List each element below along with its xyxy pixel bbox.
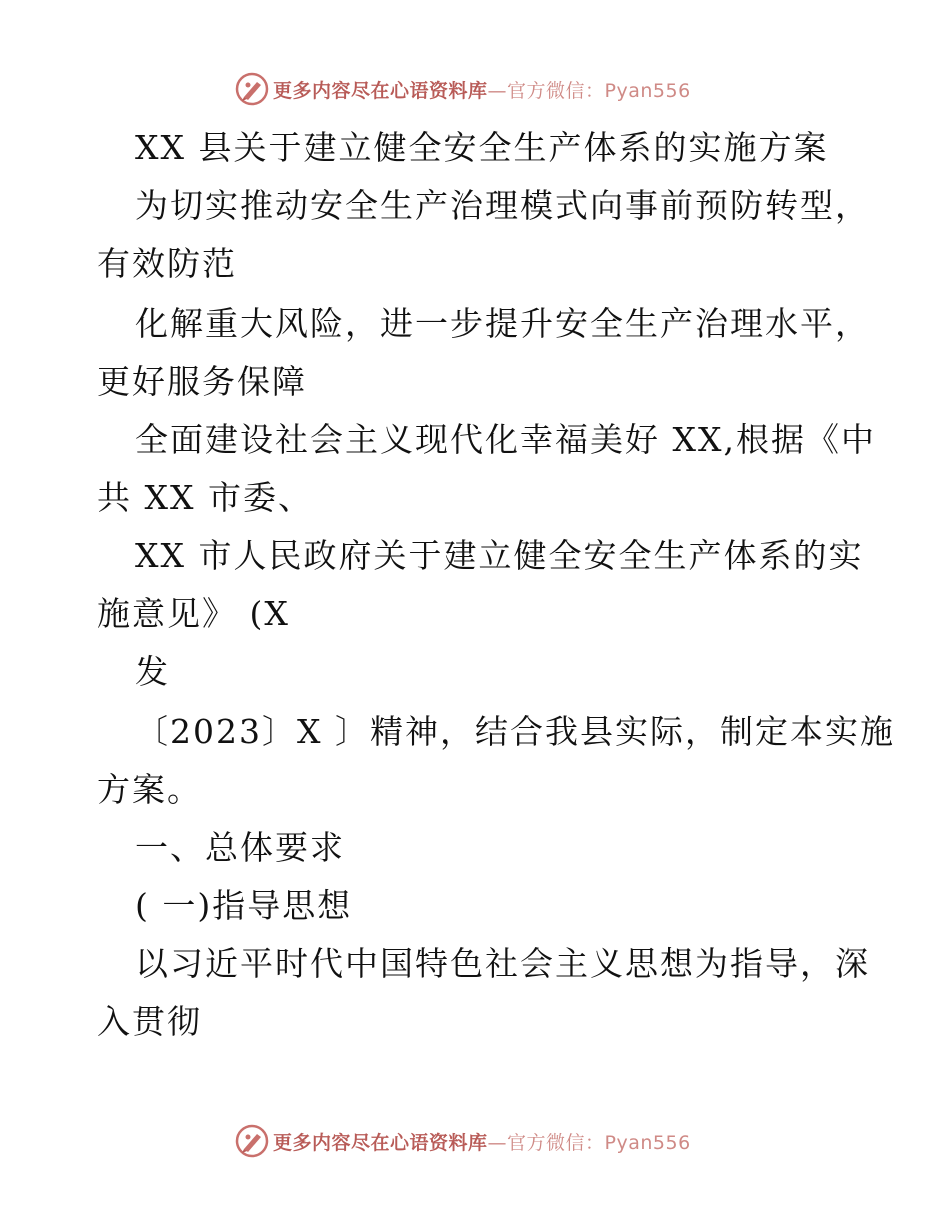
paragraph-line: 化解重大风险，进一步提升安全生产治理水平， xyxy=(135,304,870,343)
paragraph-line: 为切实推动安全生产治理模式向事前预防转型， xyxy=(135,186,870,225)
paragraph-line: 发 xyxy=(135,652,170,691)
paragraph-line: 有效防范 xyxy=(97,244,237,283)
paragraph-line: 全面建设社会主义现代化幸福美好 XX,根据《中 xyxy=(135,420,876,459)
watermark-contact: —官方微信：Pyan556 xyxy=(487,1131,691,1154)
watermark-footer xyxy=(235,1124,691,1158)
watermark-site: 更多内容尽在心语资料库 xyxy=(273,79,488,102)
paragraph-line: XX 市人民政府关于建立健全安全生产体系的实 xyxy=(135,536,864,575)
paragraph-line: 〔2023〕X 〕精神，结合我县实际，制定本实施 xyxy=(135,712,895,751)
document-title: XX 县关于建立健全安全生产体系的实施方案 xyxy=(135,128,829,167)
paragraph-line: 施意见》 (X xyxy=(97,594,290,633)
paragraph-line: 入贯彻 xyxy=(97,1002,202,1041)
section-heading: 一、总体要求 xyxy=(135,828,345,867)
subsection-heading: ( 一)指导思想 xyxy=(135,886,353,925)
paragraph-line: 方案。 xyxy=(97,770,202,809)
pen-logo-icon xyxy=(235,1124,269,1158)
watermark-site: 更多内容尽在心语资料库 xyxy=(273,1131,488,1154)
paragraph-line: 以习近平时代中国特色社会主义思想为指导，深 xyxy=(135,944,870,983)
watermark-contact: —官方微信：Pyan556 xyxy=(487,79,691,102)
watermark-text xyxy=(273,1128,691,1155)
watermark-text xyxy=(273,76,691,103)
watermark-header xyxy=(235,72,691,106)
paragraph-line: 更好服务保障 xyxy=(97,362,307,401)
paragraph-line: 共 XX 市委、 xyxy=(97,478,313,517)
pen-logo-icon xyxy=(235,72,269,106)
